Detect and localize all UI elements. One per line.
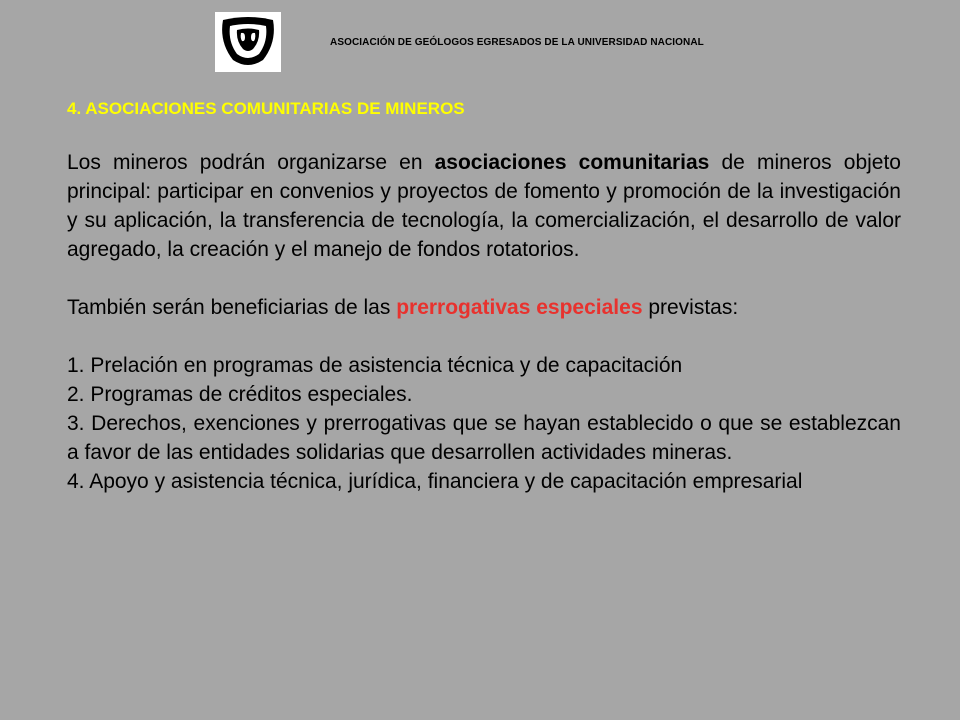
benefits-text-end: previstas:: [642, 296, 739, 319]
association-logo-icon: [215, 12, 281, 72]
logo: [215, 12, 281, 72]
intro-bold-term: asociaciones comunitarias: [434, 151, 710, 174]
list-item-1: 1. Prelación en programas de asistencia técnica y de capacitación: [67, 354, 683, 377]
benefits-paragraph: [67, 293, 901, 322]
slide-title: 4. ASOCIACIONES COMUNITARIAS DE MINEROS: [67, 99, 465, 118]
list-item-2: 2. Programas de créditos especiales.: [67, 383, 413, 406]
intro-text-end: de mineros objeto principal: participar en convenios y proyectos de fomento y promoción de la investigación y su aplicación, la transferencia de tecnología, la comercialización, el desarrollo de valor agregado, la creación y el manejo de fondos rotatorios.: [67, 151, 901, 261]
benefits-text-start: También serán beneficiarias de las: [67, 296, 397, 319]
list-item-3: 3. Derechos, exenciones y prerrogativas que se hayan establecido o que se establezcan a favor de las entidades solidarias que desarrollen actividades mineras.: [67, 412, 901, 464]
list-item-4: 4. Apoyo y asistencia técnica, jurídica, financiera y de capacitación empresarial: [67, 470, 803, 493]
intro-paragraph: [67, 148, 901, 264]
slide-content: [67, 96, 901, 496]
benefits-highlight: prerrogativas especiales: [396, 296, 643, 319]
intro-text-start: Los mineros podrán organizarse en: [67, 151, 435, 174]
organization-name: ASOCIACIÓN DE GEÓLOGOS EGRESADOS DE LA UNIVERSIDAD NACIONAL: [330, 37, 704, 48]
